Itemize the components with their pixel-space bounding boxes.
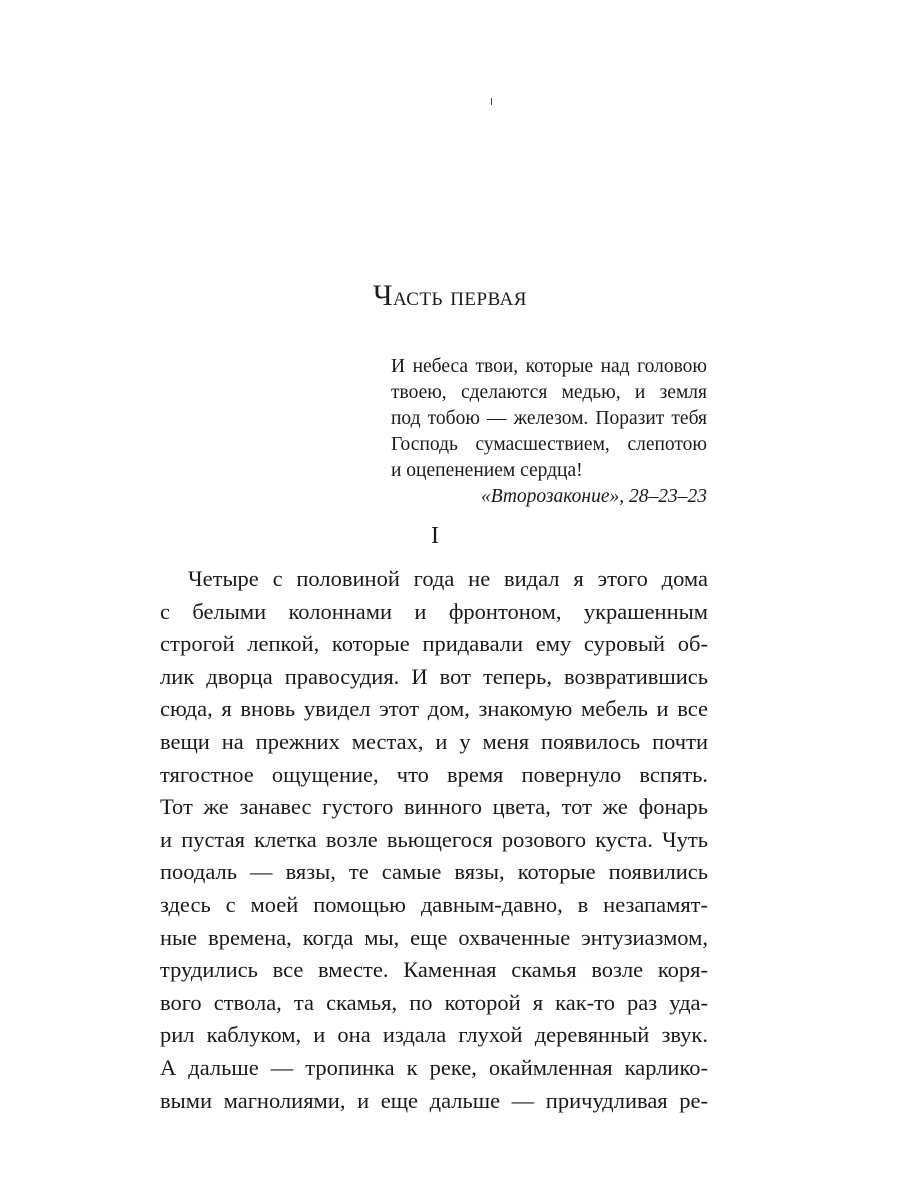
body-line: лик дворца правосудия. И вот теперь, возвратившись <box>160 663 708 689</box>
body-line: поодаль — вязы, те самые вязы, которые появились <box>160 859 708 885</box>
epigraph-line: твоею, сделаются медью, и земля <box>391 382 707 403</box>
body-line: рил каблуком, и она издала глухой деревянный звук. <box>160 1022 708 1048</box>
epigraph <box>391 354 707 510</box>
epigraph-source: «Второзаконие», 28–23–23 <box>480 486 707 507</box>
body-line: трудились все вместе. Каменная скамья возле коря- <box>160 957 708 983</box>
body-line: выми магнолиями, и еще дальше — причудливая ре- <box>160 1087 708 1113</box>
body-line: строгой лепкой, которые придавали ему суровый об- <box>160 631 708 657</box>
epigraph-line: И небеса твои, которые над головою <box>391 356 707 377</box>
epigraph-line: и оцепенением сердца! <box>391 460 583 481</box>
part-title <box>0 276 900 316</box>
body-line: ные времена, когда мы, еще охваченные энтузиазмом, <box>160 924 708 950</box>
body-line: сюда, я вновь увидел этот дом, знакомую мебель и все <box>160 696 708 722</box>
page-tick-mark <box>491 98 492 105</box>
part-title-initial: Ч <box>373 279 393 312</box>
body-line: Тот же занавес густого винного цвета, тот же фонарь <box>160 794 708 820</box>
body-text <box>160 563 708 1117</box>
body-line: вещи на прежних местах, и у меня появилось почти <box>160 728 708 754</box>
body-line: вого ствола, та скамья, по которой я как-то раз уда- <box>160 989 708 1015</box>
body-line: здесь с моей помощью давным-давно, в незапамят- <box>160 891 708 917</box>
chapter-number: I <box>431 523 439 549</box>
body-line: с белыми колоннами и фронтоном, украшенным <box>160 598 708 624</box>
part-title-rest: асть первая <box>393 281 527 311</box>
body-line: тягостное ощущение, что время повернуло вспять. <box>160 761 708 787</box>
epigraph-line: под тобою — железом. Поразит тебя <box>391 408 707 429</box>
body-line: и пустая клетка возле вьющегося розового куста. Чуть <box>160 826 708 852</box>
body-line: Четыре с половиной года не видал я этого дома <box>188 566 708 591</box>
body-line: А дальше — тропинка к реке, окаймленная карлико- <box>160 1054 708 1080</box>
epigraph-line: Господь сумасшествием, слепотою <box>391 434 707 455</box>
